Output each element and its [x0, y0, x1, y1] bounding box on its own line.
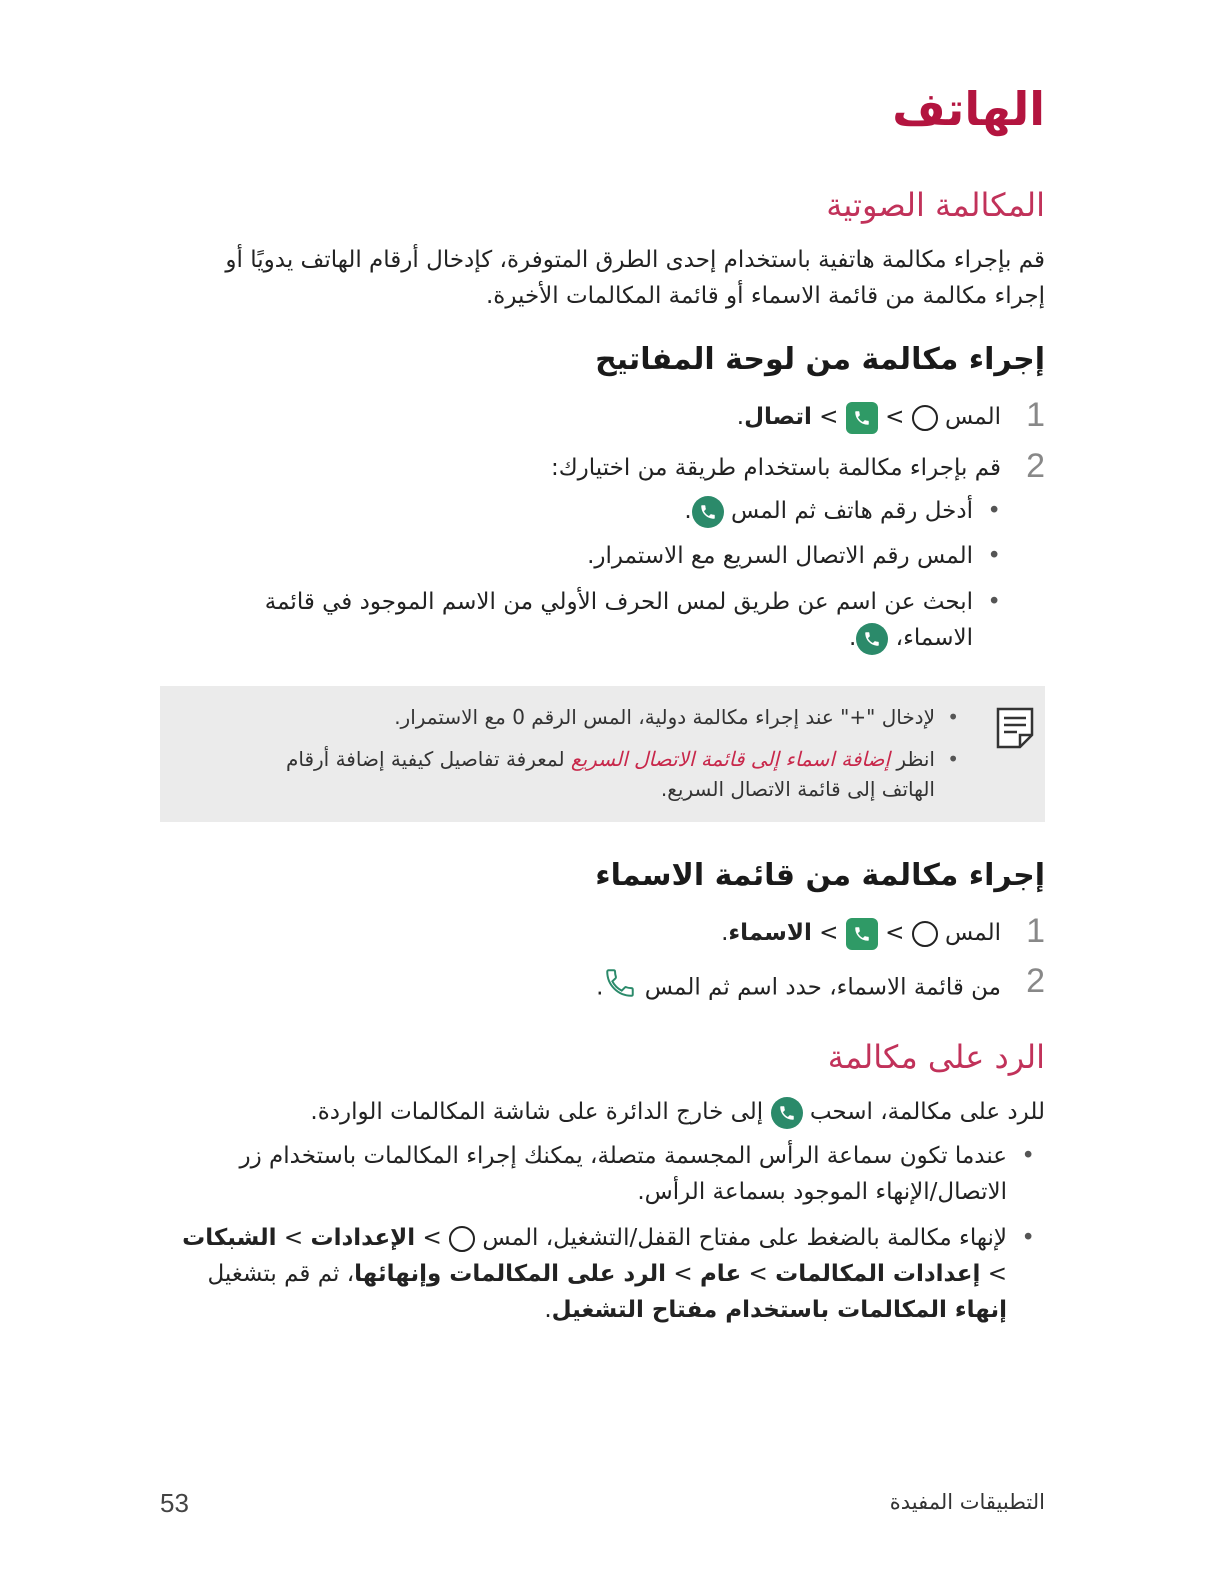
step-number: 1 [1026, 396, 1045, 434]
home-circle-icon [449, 1226, 475, 1252]
note-item-2: • انظر إضافة اسماء إلى قائمة الاتصال السريع لمعرفة تفاصيل كيفية إضافة أرقام الهاتف إلى قائمة الاتصال السريع. [285, 747, 959, 801]
answer-bullet-1: • عندما تكون سماعة الرأس المجسمة متصلة، يمكنك إجراء المكالمات باستخدام زر الاتصال/الإنهاء الموجود بسماعة الرأس. [239, 1143, 1035, 1205]
note-box [160, 686, 1045, 822]
call-button-icon [856, 623, 888, 655]
keypad-bullet-3: • ابحث عن اسم عن طريق لمس الحرف الأولي من الاسم الموجود في قائمة الاسماء، . [240, 584, 1001, 656]
answer-call-icon [771, 1097, 803, 1129]
home-circle-icon [912, 405, 938, 431]
step-number: 2 [1026, 962, 1045, 1000]
page-number: 53 [160, 1488, 189, 1518]
contacts-call-heading: إجراء مكالمة من قائمة الاسماء [595, 858, 1045, 893]
page-title: الهاتف [892, 82, 1045, 136]
answer-call-heading: الرد على مكالمة [827, 1038, 1045, 1076]
step-text: المس > > الاسماء. [721, 916, 1001, 950]
step-number: 2 [1026, 447, 1045, 485]
voice-call-intro-line2: إجراء مكالمة من قائمة الاسماء أو قائمة المكالمات الأخيرة. [485, 283, 1045, 309]
step-text: المس > > اتصال. [737, 400, 1001, 434]
voice-call-heading: المكالمة الصوتية [826, 186, 1045, 224]
step-target: اتصال [744, 404, 812, 430]
home-circle-icon [912, 921, 938, 947]
footer-section: التطبيقات المفيدة [889, 1490, 1045, 1514]
note-icon [995, 706, 1035, 754]
separator: > [819, 404, 839, 430]
step-number: 1 [1026, 912, 1045, 950]
phone-app-icon [846, 402, 878, 434]
speed-dial-link[interactable]: إضافة اسماء إلى قائمة الاتصال السريع [570, 747, 891, 771]
answer-call-intro: للرد على مكالمة، اسحب إلى خارج الدائرة على شاشة المكالمات الواردة. [310, 1094, 1045, 1130]
call-button-icon [692, 496, 724, 528]
separator: > [885, 404, 905, 430]
step-prefix: المس [944, 404, 1001, 430]
step-text: قم بإجراء مكالمة باستخدام طريقة من اختيارك: [550, 455, 1001, 481]
call-outline-icon [603, 966, 637, 1010]
page: الهاتف المكالمة الصوتية قم بإجراء مكالمة هاتفية باستخدام إحدى الطرق المتوفرة، كإدخال أرقام الهاتف يدويًا أو إجراء مكالمة من قائمة الاسماء أو قائمة المكالمات الأخيرة. إجراء مكالمة من لوحة المفاتيح 1 المس > > اتصال. 2 قم بإجراء مكالمة باستخدام طريقة من اختيارك: • أدخل رقم هاتف ثم المس . • المس رقم الاتصال السريع مع الاستمرار. • ابحث عن اسم عن طريق لمس الحرف الأولي من الاسم الموجود في قائمة الاسماء، . • لإدخال "+" عند إجراء مكالمة دولية، المس الرقم 0 مع الاستمرار. • انظر إضافة اسماء إلى قائمة الاتصال السريع لمعرفة تفاصيل كيفية إضافة أرقام الهاتف إلى قائمة الاتصال السريع. إجراء مكالمة من قائمة الاسماء 1 المس > > الاسماء. 2 من قائمة الاسماء، حدد اسم ثم المس . الرد على مكالمة للرد على مكالمة، اسحب إلى خارج الدائرة على شاشة المكالمات الواردة. • عندما تكون سماعة الرأس المجسمة متصلة، يمكنك إجراء المكالمات باستخدام زر الاتصال/الإنهاء الموجود بسماعة الرأس. • لإنهاء مكالمة بالضغط على مفتاح القفل/التشغيل، المس > الإعدادات > الشبكات > إعدادات المكالمات > عام > الرد على المكالمات وإنهائها، ثم قم بتشغيل إنهاء المكالمات باستخدام مفتاح التشغيل. 53 التطبيقات المفيدة [160, 82, 1045, 1518]
note-item-1: • لإدخال "+" عند إجراء مكالمة دولية، المس الرقم 0 مع الاستمرار. [394, 705, 959, 729]
step-target: الاسماء [728, 920, 812, 946]
keypad-call-heading: إجراء مكالمة من لوحة المفاتيح [595, 342, 1045, 377]
voice-call-intro-line1: قم بإجراء مكالمة هاتفية باستخدام إحدى الطرق المتوفرة، كإدخال أرقام الهاتف يدويًا أو [225, 247, 1045, 273]
keypad-bullet-2: • المس رقم الاتصال السريع مع الاستمرار. [587, 543, 1001, 569]
voice-call-intro [225, 242, 1045, 314]
phone-app-icon [846, 918, 878, 950]
keypad-bullet-1: • أدخل رقم هاتف ثم المس . [684, 493, 1001, 529]
answer-bullet-2: • لإنهاء مكالمة بالضغط على مفتاح القفل/التشغيل، المس > الإعدادات > الشبكات > إعدادات المكالمات > عام > الرد على المكالمات وإنهائها، ثم قم بتشغيل إنهاء المكالمات باستخدام مفتاح التشغيل. [182, 1225, 1035, 1323]
